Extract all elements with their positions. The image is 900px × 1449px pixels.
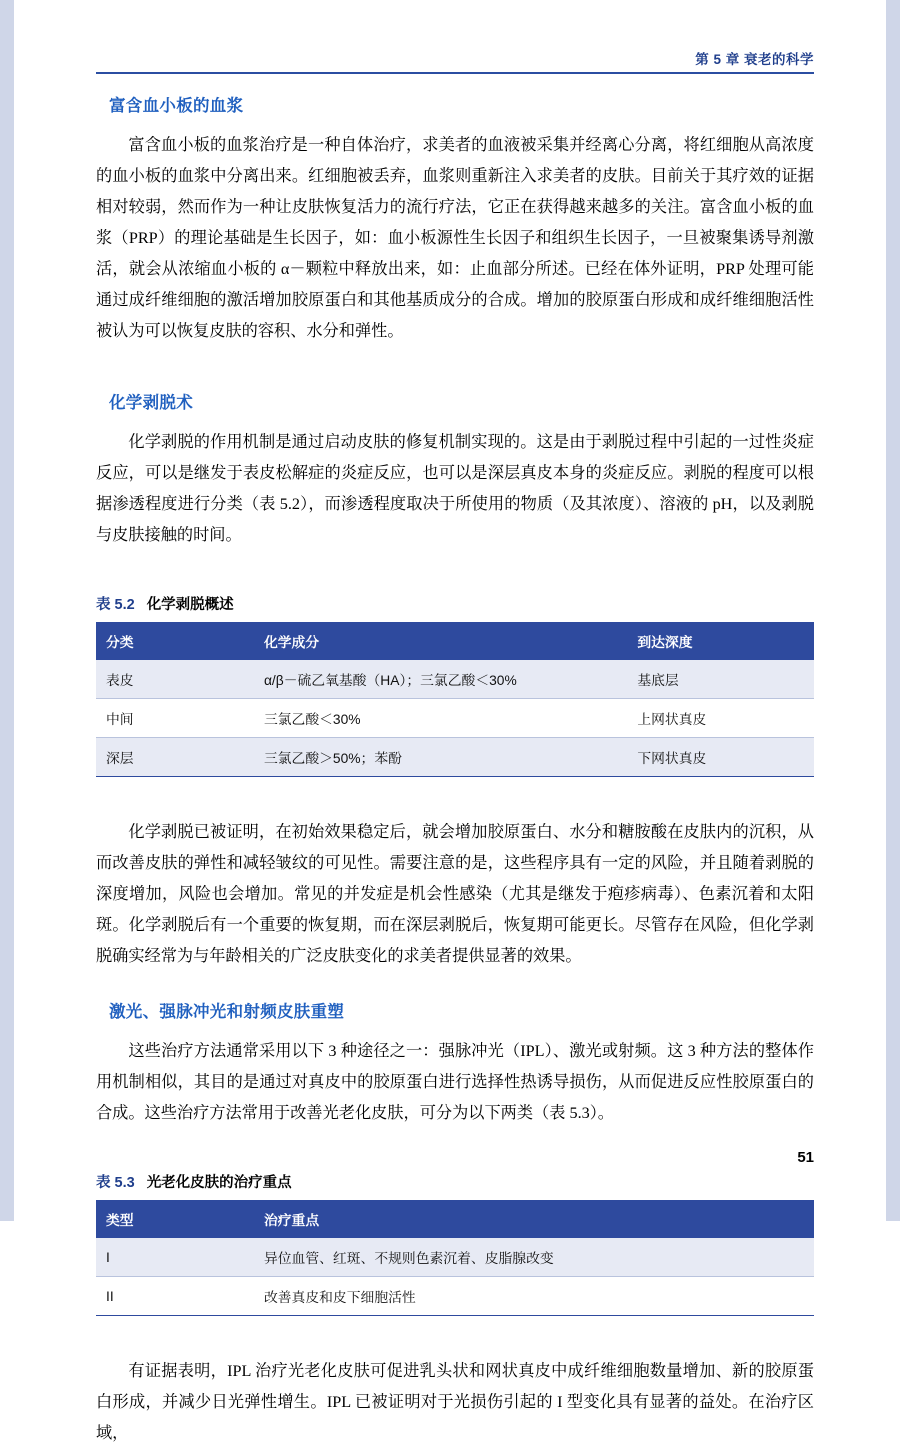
page-left-margin-bar — [0, 0, 14, 1221]
section-heading-2: 化学剥脱术 — [109, 394, 193, 412]
header-rule — [96, 72, 814, 74]
section-platelet-rich-plasma — [96, 92, 814, 347]
table-cell: 下网状真皮 — [627, 738, 814, 777]
table-row — [96, 738, 814, 777]
spacer — [96, 972, 814, 998]
spacer — [96, 783, 814, 817]
table-row — [96, 1277, 814, 1316]
table-cell: 深层 — [96, 738, 254, 777]
spacer — [96, 1322, 814, 1356]
table-title-1: 化学剥脱概述 — [146, 597, 234, 613]
table-header-cell: 到达深度 — [627, 622, 814, 660]
section-laser-ipl-rf — [96, 998, 814, 1129]
paragraph-final: 有证据表明，IPL 治疗光老化皮肤可促进乳头状和网状真皮中成纤维细胞数量增加、新的胶原蛋白形成，并减少日光弹性增生。IPL 已被证明对于光损伤引起的 I 型变化具有显著的益处。在治疗区域， — [96, 1362, 814, 1442]
table-row — [96, 660, 814, 699]
running-head: 第 5 章 衰老的科学 — [695, 52, 814, 67]
page-number: 51 — [797, 1149, 814, 1166]
table-header-cell: 分类 — [96, 622, 254, 660]
table-header-row — [96, 1200, 814, 1238]
table-caption-2 — [96, 1171, 814, 1192]
table-row — [96, 699, 814, 738]
table-photoaging-treatment-focus — [96, 1200, 814, 1316]
table-cell: 异位血管、红斑、不规则色素沉着、皮脂腺改变 — [254, 1238, 814, 1277]
table-header-cell: 化学成分 — [254, 622, 627, 660]
section-chemical-peel — [96, 389, 814, 551]
table-chemical-peel-overview — [96, 622, 814, 777]
table-cell: 中间 — [96, 699, 254, 738]
table-cell: α/β－硫乙氧基酸（HA）；三氯乙酸＜30% — [254, 660, 627, 699]
table-cell: 表皮 — [96, 660, 254, 699]
section-paragraph-3: 这些治疗方法通常采用以下 3 种途径之一：强脉冲光（IPL）、激光或射频。这 3 种方法的整体作用机制相似，其目的是通过对真皮中的胶原蛋白进行选择性热诱导损伤，从而促进反应性胶原蛋白的合成。这些治疗方法常用于改善光老化皮肤，可分为以下两类（表 5.3）。 — [96, 1042, 814, 1122]
section-heading-3: 激光、强脉冲光和射频皮肤重塑 — [109, 1003, 345, 1021]
spacer — [96, 371, 814, 389]
table-title-2: 光老化皮肤的治疗重点 — [146, 1175, 292, 1191]
section-heading-1: 富含血小板的血浆 — [109, 97, 244, 115]
page-right-margin-bar — [886, 0, 900, 1221]
table-label-2: 表 5.3 — [96, 1175, 135, 1191]
spacer — [96, 1153, 814, 1171]
page-content — [96, 0, 814, 1442]
table-caption-1 — [96, 593, 814, 614]
body-area — [96, 92, 814, 1449]
section-paragraph-1: 富含血小板的血浆治疗是一种自体治疗，求美者的血液被采集并经离心分离，将红细胞从高浓度的血小板的血浆中分离出来。红细胞被丢弃，血浆则重新注入求美者的皮肤。目前关于其疗效的证据相对较弱，然而作为一种让皮肤恢复活力的流行疗法，它正在获得越来越多的关注。富含血小板的血浆（PRP）的理论基础是生长因子，如：血小板源性生长因子和组织生长因子，一旦被聚集诱导剂激活，就会从浓缩血小板的 α－颗粒中释放出来，如：止血部分所述。已经在体外证明，PRP 处理可能通过成纤维细胞的激活增加胶原蛋白和其他基质成分的合成。增加的胶原蛋白形成和成纤维细胞活性被认为可以恢复皮肤的容积、水分和弹性。 — [96, 136, 814, 340]
table-cell: 三氯乙酸＞50%；苯酚 — [254, 738, 627, 777]
table-cell: II — [96, 1277, 254, 1316]
table-cell: 改善真皮和皮下细胞活性 — [254, 1277, 814, 1316]
table-row — [96, 1238, 814, 1277]
table-cell: 基底层 — [627, 660, 814, 699]
table-cell: 三氯乙酸＜30% — [254, 699, 627, 738]
table-header-row — [96, 622, 814, 660]
section-paragraph-2: 化学剥脱的作用机制是通过启动皮肤的修复机制实现的。这是由于剥脱过程中引起的一过性炎症反应，可以是继发于表皮松解症的炎症反应，也可以是深层真皮本身的炎症反应。剥脱的程度可以根据渗透程度进行分类（表 5.2），而渗透程度取决于所使用的物质（及其浓度）、溶液的 pH，以及剥脱与皮肤接触的时间。 — [96, 433, 814, 544]
table-cell: I — [96, 1238, 254, 1277]
table-header-cell: 治疗重点 — [254, 1200, 814, 1238]
spacer — [96, 575, 814, 593]
table-label-1: 表 5.2 — [96, 597, 135, 613]
paragraph-after-table-1: 化学剥脱已被证明，在初始效果稳定后，就会增加胶原蛋白、水分和糖胺酸在皮肤内的沉积，从而改善皮肤的弹性和减轻皱纹的可见性。需要注意的是，这些程序具有一定的风险，并且随着剥脱的深度增加，风险也会增加。常见的并发症是机会性感染（尤其是继发于疱疹病毒）、色素沉着和太阳斑。化学剥脱后有一个重要的恢复期，而在深层剥脱后，恢复期可能更长。尽管存在风险，但化学剥脱确实经常为与年龄相关的广泛皮肤变化的求美者提供显著的效果。 — [96, 823, 814, 965]
table-cell: 上网状真皮 — [627, 699, 814, 738]
table-header-cell: 类型 — [96, 1200, 254, 1238]
